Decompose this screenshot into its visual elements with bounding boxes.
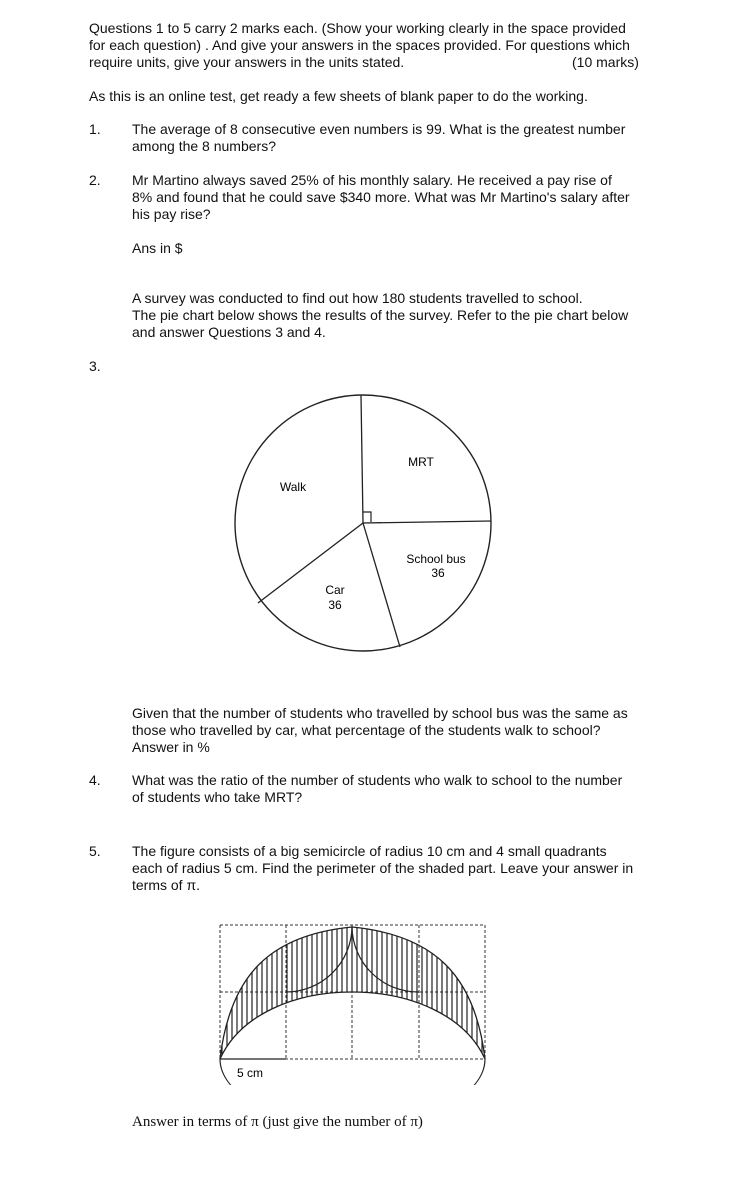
q5-text-line-1: The figure consists of a big semicircle of radius 10 cm and 4 small quadrants — [132, 843, 607, 859]
q4-number: 4. — [89, 772, 101, 788]
q2-text-line-2: 8% and found that he could save $340 more. What was Mr Martino's salary after — [132, 189, 630, 205]
q2-answer-hint: Ans in $ — [132, 240, 183, 256]
q5-answer-hint: Answer in terms of π (just give the number of π) — [132, 1114, 423, 1130]
survey-line-2: The pie chart below shows the results of the survey. Refer to the pie chart below — [132, 307, 629, 323]
value-school-bus: 36 — [431, 566, 445, 580]
right-angle-mark — [363, 512, 371, 522]
q3-text-line-2: those who travelled by car, what percentage of the students walk to school? — [132, 722, 601, 738]
survey-line-1: A survey was conducted to find out how 180 students travelled to school. — [132, 290, 583, 306]
q5-text-line-2: each of radius 5 cm. Find the perimeter of the shaded part. Leave your answer in — [132, 860, 634, 876]
total-marks: (10 marks) — [572, 54, 639, 70]
q3-answer-hint: Answer in % — [132, 739, 210, 755]
label-car: Car — [325, 583, 345, 597]
q1-number: 1. — [89, 121, 101, 137]
label-school-bus: School bus — [406, 552, 466, 566]
q2-number: 2. — [89, 172, 101, 188]
q2-text-line-1: Mr Martino always saved 25% of his monthly salary. He received a pay rise of — [132, 172, 612, 188]
q3-number: 3. — [89, 358, 101, 374]
label-mrt: MRT — [408, 455, 434, 469]
intro-line-2: for each question) . And give your answers in the spaces provided. For questions which — [89, 37, 630, 53]
label-walk: Walk — [279, 480, 307, 494]
slice-divider-car-walk — [258, 523, 363, 603]
scale-label: 5 cm — [236, 1066, 264, 1080]
q2-text-line-3: his pay rise? — [132, 206, 211, 222]
slice-divider-mrt-bus — [363, 521, 491, 523]
q4-text-line-1: What was the ratio of the number of students who walk to school to the number — [132, 772, 623, 788]
q1-text-line-2: among the 8 numbers? — [132, 138, 276, 154]
intro-line-1: Questions 1 to 5 carry 2 marks each. (Show your working clearly in the space provided — [89, 20, 626, 36]
q1-text-line-1: The average of 8 consecutive even numbers is 99. What is the greatest number — [132, 121, 626, 137]
semicircle-figure — [210, 915, 500, 1085]
pie-chart — [220, 385, 510, 665]
q4-text-line-2: of students who take MRT? — [132, 789, 303, 805]
slice-divider-bus-car — [363, 523, 400, 647]
survey-line-3: and answer Questions 3 and 4. — [132, 324, 326, 340]
value-car: 36 — [328, 598, 342, 612]
intro-line-3: require units, give your answers in the units stated. — [89, 54, 405, 70]
q5-text-line-3: terms of π. — [132, 877, 201, 893]
online-note: As this is an online test, get ready a few sheets of blank paper to do the working. — [89, 88, 588, 104]
q5-number: 5. — [89, 843, 101, 859]
slice-divider-mrt-walk — [361, 395, 363, 523]
q3-text-line-1: Given that the number of students who travelled by school bus was the same as — [132, 705, 628, 721]
